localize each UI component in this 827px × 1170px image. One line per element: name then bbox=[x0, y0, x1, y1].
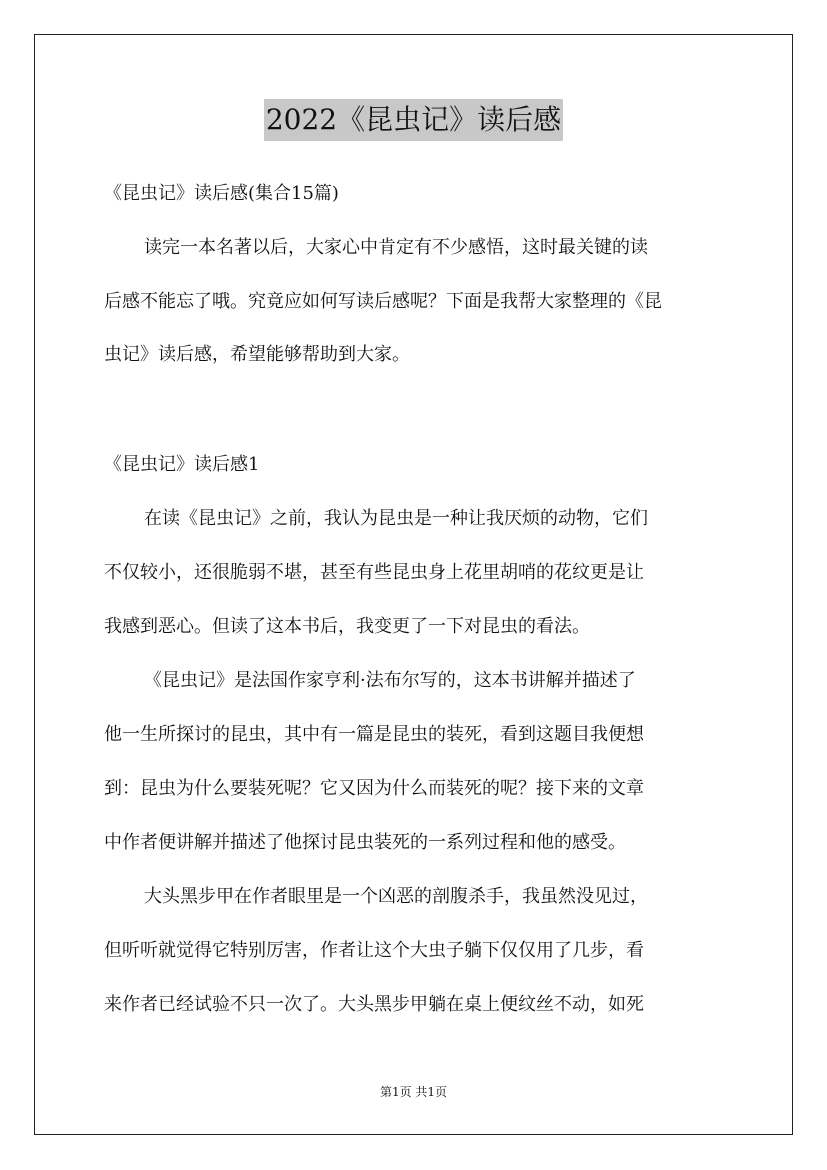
body-line: 《昆虫记》是法国作家亨利·法布尔写的，这本书讲解并描述了 bbox=[144, 670, 636, 691]
title-container bbox=[0, 99, 827, 141]
body-line: 但听听就觉得它特别厉害，作者让这个大虫子躺下仅仅用了几步，看 bbox=[104, 940, 644, 961]
document-subtitle: 《昆虫记》读后感(集合15篇) bbox=[104, 183, 339, 204]
body-line: 中作者便讲解并描述了他探讨昆虫装死的一系列过程和他的感受。 bbox=[104, 832, 626, 853]
section-heading: 《昆虫记》读后感1 bbox=[104, 454, 260, 475]
body-line: 我感到恶心。但读了这本书后，我变更了一下对昆虫的看法。 bbox=[104, 616, 590, 637]
intro-line: 后感不能忘了哦。究竟应如何写读后感呢？下面是我帮大家整理的《昆 bbox=[104, 291, 662, 312]
body-line: 到：昆虫为什么要装死呢？它又因为什么而装死的呢？接下来的文章 bbox=[104, 778, 644, 799]
body-line: 他一生所探讨的昆虫，其中有一篇是昆虫的装死，看到这题目我便想 bbox=[104, 724, 644, 745]
body-line: 大头黑步甲在作者眼里是一个凶恶的剖腹杀手，我虽然没见过， bbox=[144, 886, 648, 907]
document-title: 2022《昆虫记》读后感 bbox=[264, 99, 563, 141]
intro-line: 读完一本名著以后，大家心中肯定有不少感悟，这时最关键的读 bbox=[144, 237, 648, 258]
page-number-label: 第1页 共1页 bbox=[379, 1085, 448, 1099]
page-footer bbox=[0, 1083, 827, 1100]
body-line: 来作者已经试验不只一次了。大头黑步甲躺在桌上便纹丝不动，如死 bbox=[104, 994, 644, 1015]
body-line: 不仅较小，还很脆弱不堪，甚至有些昆虫身上花里胡哨的花纹更是让 bbox=[104, 562, 644, 583]
intro-line: 虫记》读后感，希望能够帮助到大家。 bbox=[104, 344, 410, 365]
body-line: 在读《昆虫记》之前，我认为昆虫是一种让我厌烦的动物，它们 bbox=[144, 508, 648, 529]
